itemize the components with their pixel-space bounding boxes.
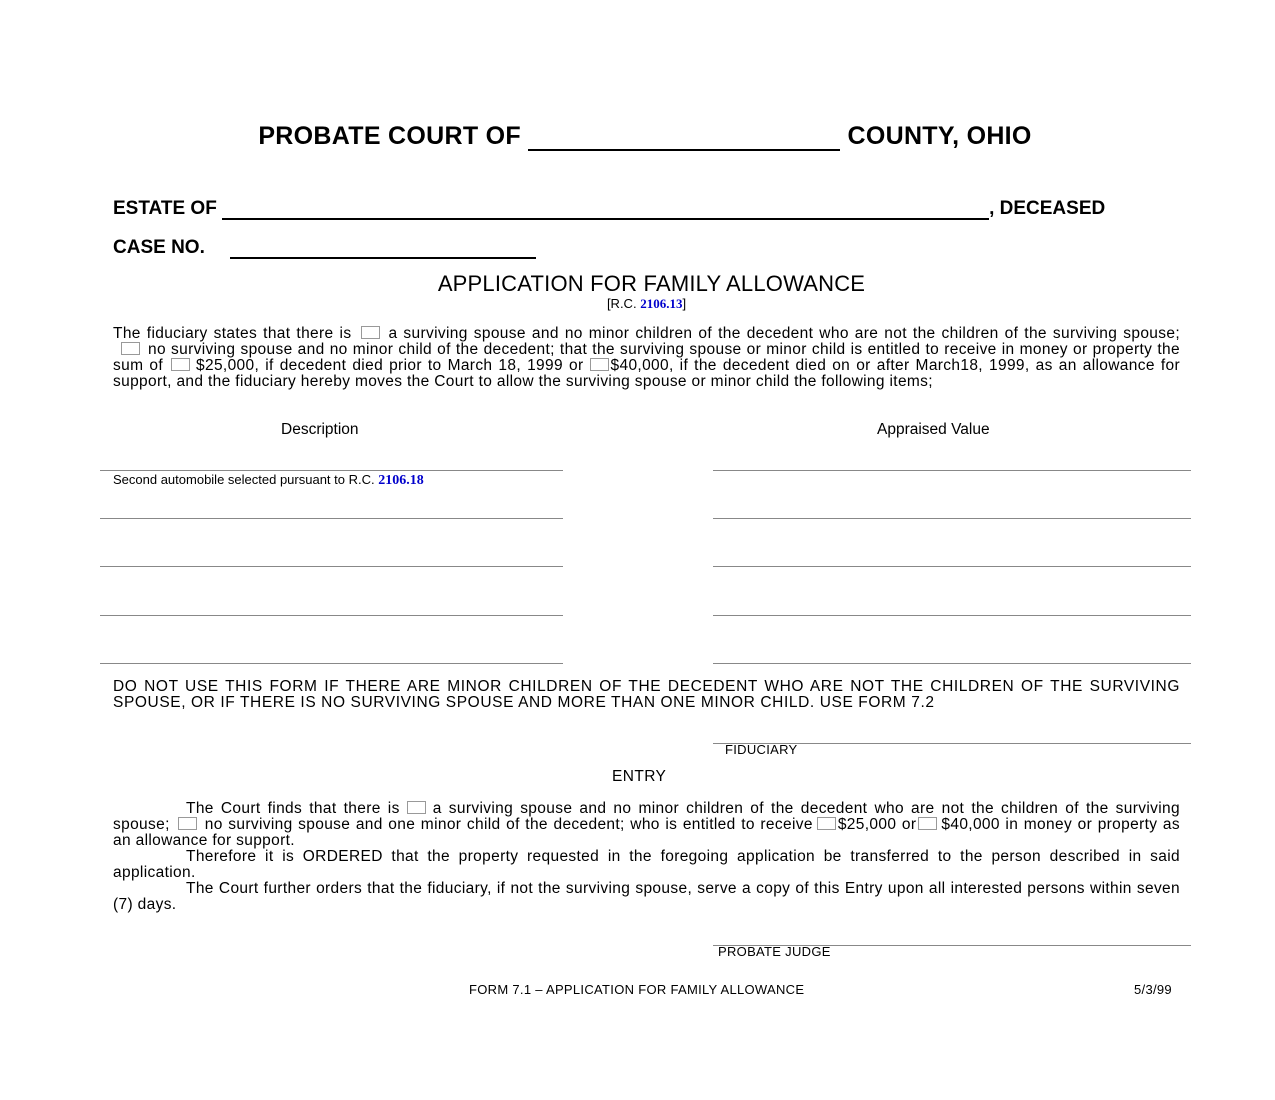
entry-text: The Court finds that there is xyxy=(186,800,400,817)
court-prefix: PROBATE COURT OF xyxy=(258,122,521,150)
value-line[interactable] xyxy=(713,615,1191,616)
entry-checkbox-no-spouse[interactable] xyxy=(178,817,197,830)
form-title: APPLICATION FOR FAMILY ALLOWANCE xyxy=(437,271,866,296)
case-label: CASE NO. xyxy=(113,237,205,258)
value-line[interactable] xyxy=(713,470,1191,471)
estate-row xyxy=(113,196,1105,220)
court-title xyxy=(0,122,1275,151)
checkbox-no-spouse-no-minor-child[interactable] xyxy=(121,342,140,355)
case-number-field[interactable] xyxy=(230,235,536,259)
appraised-value-header: Appraised Value xyxy=(877,421,990,438)
entry-checkbox-25000[interactable] xyxy=(817,817,836,830)
entry-checkbox-40000[interactable] xyxy=(918,817,937,830)
application-text: $40,000, if the decedent died on or after March18, 1999, as an allowance for support, and the fiduciary hereby moves the Court to allow the surviving spouse or minor child the following items; xyxy=(113,357,1180,390)
application-text: no surviving spouse and no minor child of the decedent; that the surviving spouse or minor child is entitled to receive in money or property the sum of xyxy=(113,341,1180,374)
entry-text: Therefore it is ORDERED that the property requested in the foregoing application be transferred to the person described in said application. xyxy=(113,848,1180,881)
warning-notice: DO NOT USE THIS FORM IF THERE ARE MINOR CHILDREN OF THE DECEDENT WHO ARE NOT THE CHILDREN OF THE SURVIVING SPOUSE, OR IF THERE IS NO SURVIVING SPOUSE AND MORE THAN ONE MINOR CHILD. USE FORM 7.2 xyxy=(113,678,1180,711)
citation-suffix: ] xyxy=(682,296,687,311)
entry-order-paragraph xyxy=(113,849,1180,881)
description-line[interactable] xyxy=(100,518,563,519)
estate-name-field[interactable] xyxy=(222,196,989,220)
entry-text: a surviving spouse and no minor children of the decedent who are not the children of the surviving spouse; xyxy=(113,800,1180,833)
description-line[interactable] xyxy=(100,470,563,471)
estate-label: ESTATE OF xyxy=(113,198,217,219)
entry-text: $40,000 in money or property as an allowance for support. xyxy=(113,816,1181,849)
entry-heading: ENTRY xyxy=(612,768,667,785)
citation-prefix: [R.C. xyxy=(606,296,637,311)
entry-text: The Court further orders that the fiduciary, if not the surviving spouse, serve a copy of this Entry upon all interested persons within seven (7) days. xyxy=(113,880,1180,913)
checkbox-spouse-no-minor-children[interactable] xyxy=(361,326,380,339)
fiduciary-label: FIDUCIARY xyxy=(725,742,798,757)
description-line[interactable] xyxy=(100,566,563,567)
table-row-1 xyxy=(113,472,424,489)
entry-checkbox-spouse[interactable] xyxy=(407,801,426,814)
entry-text: no surviving spouse and one minor child of the decedent; who is entitled to receive xyxy=(204,816,813,833)
footer-form-name: FORM 7.1 – APPLICATION FOR FAMILY ALLOWANCE xyxy=(469,982,805,997)
application-paragraph xyxy=(113,326,1180,390)
application-text: The fiduciary states that there is xyxy=(113,325,352,342)
value-line[interactable] xyxy=(713,663,1191,664)
case-row xyxy=(113,235,536,259)
court-suffix: COUNTY, OHIO xyxy=(847,122,1032,150)
application-text: a surviving spouse and no minor children of the decedent who are not the children of the surviving spouse; xyxy=(388,325,1180,342)
description-header: Description xyxy=(281,421,359,438)
entry-service-paragraph xyxy=(113,881,1180,913)
application-text: $25,000, if decedent died prior to March 18, 1999 or xyxy=(196,357,584,374)
footer-date: 5/3/99 xyxy=(1134,982,1172,997)
entry-paragraph xyxy=(113,801,1180,849)
citation-link-2106-13[interactable]: 2106.13 xyxy=(640,296,683,311)
checkbox-25000[interactable] xyxy=(171,358,190,371)
value-line[interactable] xyxy=(713,566,1191,567)
entry-text: $25,000 or xyxy=(837,816,917,833)
citation xyxy=(0,296,1275,312)
checkbox-40000[interactable] xyxy=(590,358,609,371)
row1-text: Second automobile selected pursuant to R.C. xyxy=(113,472,375,487)
citation-link-2106-18[interactable]: 2106.18 xyxy=(378,473,424,488)
value-line[interactable] xyxy=(713,518,1191,519)
description-line[interactable] xyxy=(100,663,563,664)
county-field[interactable] xyxy=(528,127,840,151)
probate-judge-label: PROBATE JUDGE xyxy=(718,944,831,959)
deceased-label: , DECEASED xyxy=(989,198,1106,219)
description-line[interactable] xyxy=(100,615,563,616)
